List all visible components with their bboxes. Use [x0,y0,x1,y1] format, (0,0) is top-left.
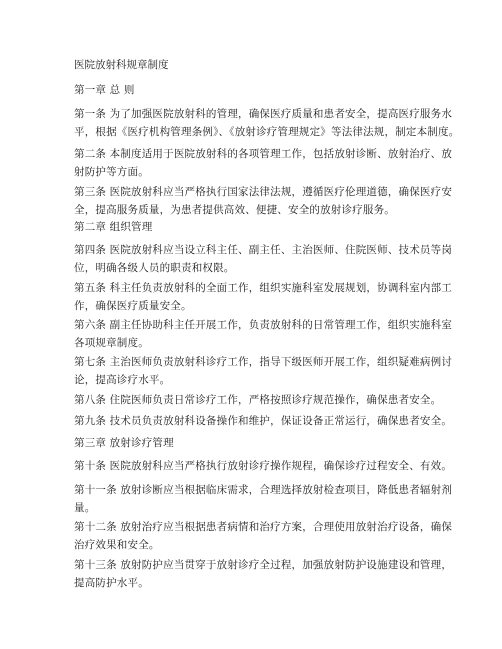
article-2-line-2: 射防护等方面。 [74,166,149,178]
article-11-line-1: 第十一条 放射诊断应当根据临床需求，合理选择放射检查项目，降低患者辐射剂 [74,484,453,496]
article-13-line-2: 提高防护水平。 [74,577,149,589]
article-11 [74,481,453,517]
article-3-line-2: 全，提高服务质量，为患者提供高效、便捷、安全的放射诊疗服务。 [74,204,395,216]
article-7-line-1: 第七条 主治医师负责放射科诊疗工作，指导下级医师开展工作，组织疑难病例讨 [74,356,453,368]
article-11-line-2: 量。 [74,502,96,514]
article-12-line-2: 治疗效果和安全。 [74,539,160,551]
chapter-2-heading: 第二章 组织管理 [74,221,153,233]
article-6 [74,316,453,352]
article-6-line-1: 第六条 副主任协助科主任开展工作，负责放射科的日常管理工作，组织实施科室 [74,319,453,331]
chapter-3-heading: 第三章 放射诊疗管理 [74,437,174,449]
article-3 [74,183,453,219]
article-12 [74,518,453,554]
article-4-line-2: 位，明确各级人员的职责和权限。 [74,262,235,274]
article-2-line-1: 第二条 本制度适用于医院放射科的各项管理工作，包括放射诊断、放射治疗、放 [74,148,453,160]
article-2 [74,145,453,181]
article-9: 第九条 技术员负责放射科设备操作和维护，保证设备正常运行，确保患者安全。 [74,415,453,427]
article-4 [74,241,453,277]
article-7 [74,353,453,389]
article-8: 第八条 住院医师负责日常诊疗工作，严格按照诊疗规范操作，确保患者安全。 [74,394,442,406]
article-5 [74,279,453,315]
document-title: 医院放射科规章制度 [74,59,169,71]
article-3-line-1: 第三条 医院放射科应当严格执行国家法律法规，遵循医疗伦理道德，确保医疗安 [74,186,453,198]
article-1-line-2: 平，根据《医疗机构管理条例》、《放射诊疗管理规定》等法律法规，制定本制度。 [74,126,460,138]
article-5-line-1: 第五条 科主任负责放射科的全面工作，组织实施科室发展规划，协调科室内部工 [74,282,453,294]
article-12-line-1: 第十二条 放射治疗应当根据患者病情和治疗方案，合理使用放射治疗设备，确保 [74,521,453,533]
article-4-line-1: 第四条 医院放射科应当设立科主任、副主任、主治医师、住院医师、技术员等岗 [74,244,453,256]
article-5-line-2: 作，确保医疗质量安全。 [74,300,192,312]
article-10: 第十条 医院放射科应当严格执行放射诊疗操作规程，确保诊疗过程安全、有效。 [74,460,453,472]
article-13-line-1: 第十三条 放射防护应当贯穿于放射诊疗全过程，加强放射防护设施建设和管理， [74,559,453,571]
article-1-line-1: 第一条 为了加强医院放射科的管理，确保医疗质量和患者安全，提高医疗服务水 [74,108,453,120]
article-13 [74,556,453,592]
article-1 [74,105,460,141]
article-6-line-2: 各项规章制度。 [74,337,149,349]
article-7-line-2: 论，提高诊疗水平。 [74,374,171,386]
chapter-1-heading: 第一章 总 则 [74,84,135,96]
